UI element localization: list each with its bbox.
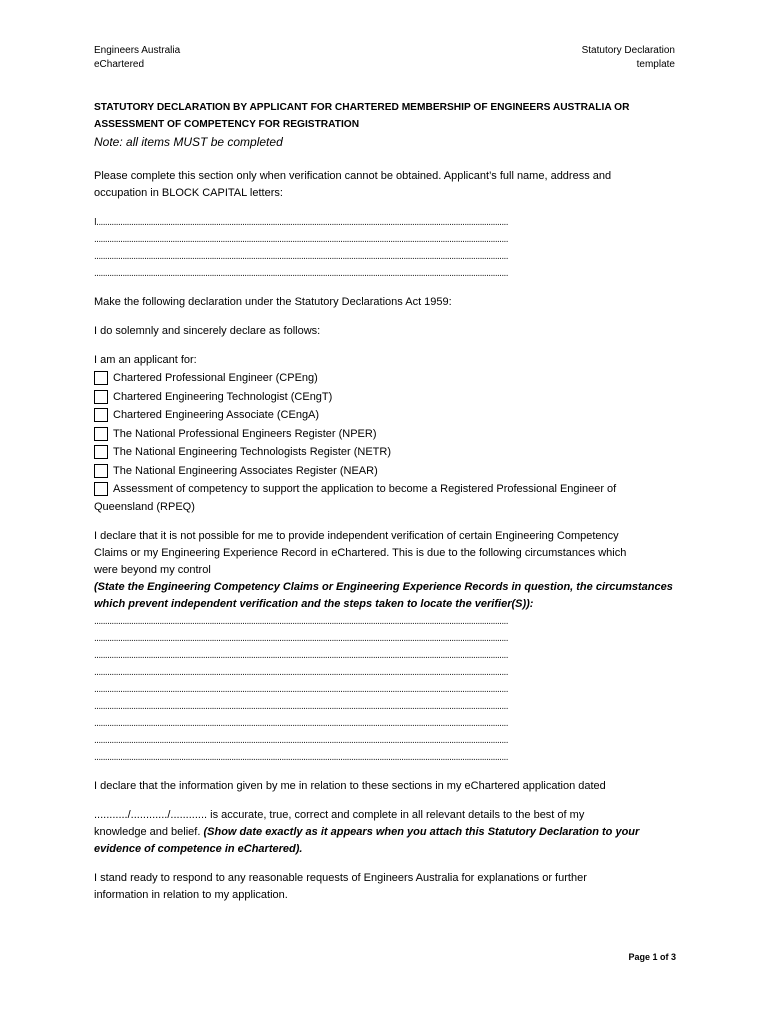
accuracy-line-1: .........../............/............ is accurate, true, correct and complete in all relevant details to the best of my xyxy=(94,808,585,821)
checkbox-cengt[interactable] xyxy=(94,390,108,404)
page-number: Page 1 of 3 xyxy=(628,952,676,962)
applicant-for-label: I am an applicant for: xyxy=(94,354,197,366)
name-field-line-2[interactable]: .............................................................................................................................................................................................. xyxy=(94,234,508,245)
form-body xyxy=(94,99,674,904)
option-cengt xyxy=(94,388,674,407)
verification-line-3: were beyond my control xyxy=(94,563,211,576)
checkbox-rpeq[interactable] xyxy=(94,482,108,496)
option-cenga xyxy=(94,406,674,425)
circumstance-line[interactable]: .............................................................................................................................................................................................. xyxy=(94,615,508,627)
intro-line-1: Please complete this section only when verification cannot be obtained. Applicant’s full name, address and xyxy=(94,170,612,182)
verification-instruction-1: (State the Engineering Competency Claims or Engineering Experience Records in question, the circumstances xyxy=(94,580,673,593)
header-system: eChartered xyxy=(94,59,145,70)
option-nper xyxy=(94,425,674,444)
circumstance-line[interactable]: .............................................................................................................................................................................................. xyxy=(94,734,508,746)
checkbox-cenga[interactable] xyxy=(94,408,108,422)
ready-line-2: information in relation to my application. xyxy=(94,888,288,901)
header-right xyxy=(582,44,675,72)
declaration-act: Make the following declaration under the Statutory Declarations Act 1959: xyxy=(94,296,452,308)
verification-line-2: Claims or my Engineering Experience Record in eChartered. This is due to the following circumstances which xyxy=(94,546,627,559)
form-title-line-1: STATUTORY DECLARATION BY APPLICANT FOR CHARTERED MEMBERSHIP OF ENGINEERS AUSTRALIA OR xyxy=(94,102,630,113)
accuracy-line-2 xyxy=(94,824,674,841)
circumstance-line[interactable]: .............................................................................................................................................................................................. xyxy=(94,632,508,644)
circumstance-line[interactable]: .............................................................................................................................................................................................. xyxy=(94,666,508,678)
name-field-line-1[interactable]: I............................................................................................................................................................................................. xyxy=(94,217,508,228)
option-label: The National Professional Engineers Register (NPER) xyxy=(113,427,377,440)
circumstance-line[interactable]: .............................................................................................................................................................................................. xyxy=(94,683,508,695)
solemn-declaration: I do solemnly and sincerely declare as follows: xyxy=(94,325,321,337)
option-rpeq-continued: Queensland (RPEQ) xyxy=(94,500,195,513)
header-org: Engineers Australia xyxy=(94,45,181,56)
name-field-line-4[interactable]: .............................................................................................................................................................................................. xyxy=(94,268,508,279)
option-label: Assessment of competency to support the application to become a Registered Professional Engineer of xyxy=(113,483,617,495)
verification-line-1: I declare that it is not possible for me to provide independent verification of certain Engineering Competency xyxy=(94,529,619,542)
circumstance-line[interactable]: .............................................................................................................................................................................................. xyxy=(94,751,508,763)
ready-line-1: I stand ready to respond to any reasonable requests of Engineers Australia for explanations or further xyxy=(94,871,587,884)
checkbox-cpeng[interactable] xyxy=(94,371,108,385)
accuracy-line-3: evidence of competence in eChartered). xyxy=(94,842,303,855)
header-doc-name: Statutory Declaration xyxy=(581,45,675,56)
checkbox-netr[interactable] xyxy=(94,445,108,459)
circumstance-line[interactable]: .............................................................................................................................................................................................. xyxy=(94,717,508,729)
option-netr xyxy=(94,443,674,462)
option-label: The National Engineering Associates Register (NEAR) xyxy=(113,464,378,477)
option-near xyxy=(94,462,674,481)
checkbox-nper[interactable] xyxy=(94,427,108,441)
checkbox-near[interactable] xyxy=(94,464,108,478)
accuracy-instruction: (Show date exactly as it appears when you attach this Statutory Declaration to your xyxy=(203,825,640,838)
form-title-line-2: ASSESSMENT OF COMPETENCY FOR REGISTRATION xyxy=(94,119,360,130)
circumstance-line[interactable]: .............................................................................................................................................................................................. xyxy=(94,649,508,661)
option-label: Chartered Engineering Associate (CEngA) xyxy=(113,409,320,421)
verification-instruction-2: which prevent independent verification and the steps taken to locate the verifier(S)): xyxy=(94,597,534,610)
name-field-line-3[interactable]: .............................................................................................................................................................................................. xyxy=(94,251,508,262)
circumstance-line[interactable]: .............................................................................................................................................................................................. xyxy=(94,700,508,712)
header-doc-type: template xyxy=(636,59,675,70)
option-cpeng xyxy=(94,369,674,388)
option-rpeq xyxy=(94,480,674,499)
option-label: Chartered Engineering Technologist (CEngT) xyxy=(113,390,333,403)
header-left xyxy=(94,44,180,72)
option-label: The National Engineering Technologists Register (NETR) xyxy=(113,446,391,458)
intro-line-2: occupation in BLOCK CAPITAL letters: xyxy=(94,187,283,199)
option-label: Chartered Professional Engineer (CPEng) xyxy=(113,372,318,384)
accuracy-plain: knowledge and belief. xyxy=(94,825,204,838)
form-note: Note: all items MUST be completed xyxy=(94,135,283,149)
dated-statement: I declare that the information given by me in relation to these sections in my eChartered application dated xyxy=(94,779,606,792)
